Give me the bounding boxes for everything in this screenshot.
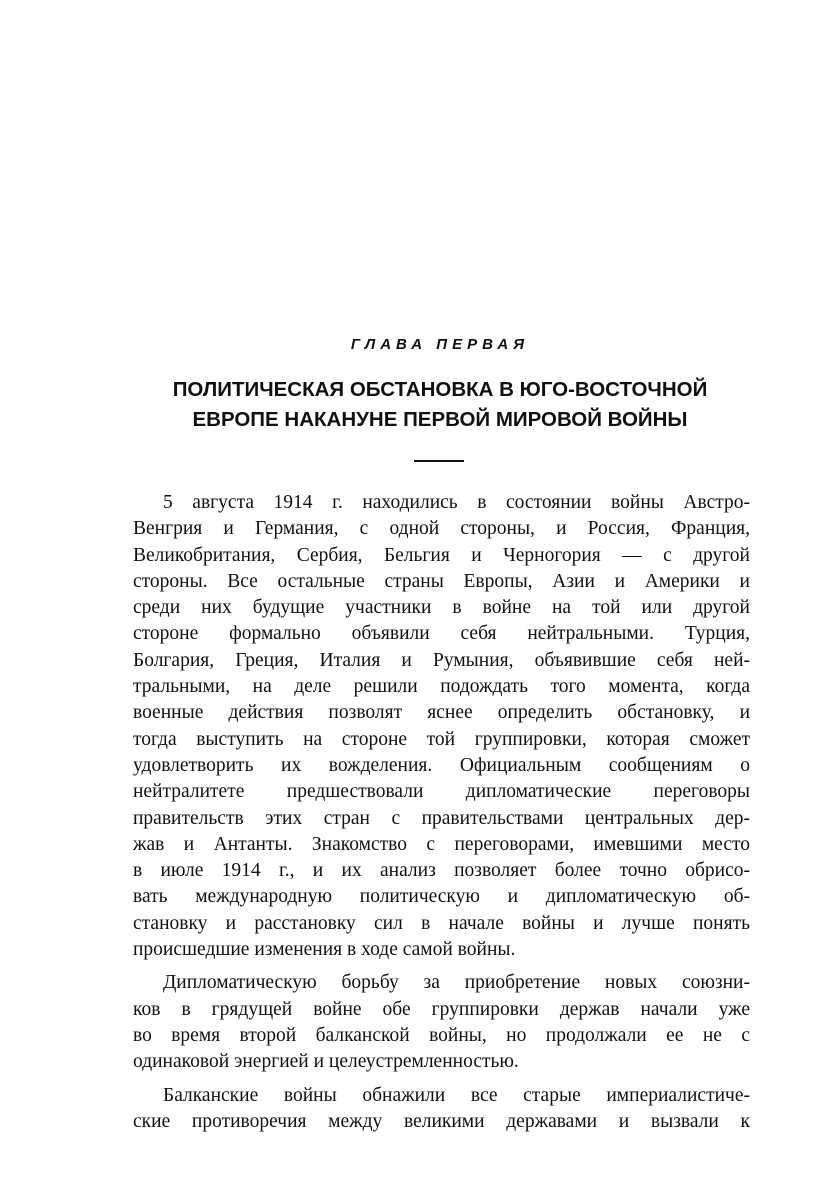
paragraph-2 — [133, 970, 750, 1075]
text-line: 5 августа 1914 г. находились в состоянии войны Австро- — [163, 492, 750, 513]
text-line: Балканские войны обнажили все старые империалистиче- — [163, 1084, 750, 1106]
text-line: Болгария, Греция, Италия и Румыния, объявившие себя ней- — [133, 649, 750, 671]
chapter-title — [100, 375, 780, 435]
text-line: Венгрия и Германия, с одной стороны, и Россия, Франция, — [133, 518, 750, 540]
text-line: вать международную политическую и дипломатическую об- — [133, 886, 750, 908]
text-line: удовлетворить их вожделения. Официальным сообщениям о — [133, 754, 750, 776]
text-line: одинаковой энергией и целеустремленностью. — [133, 1051, 519, 1073]
chapter-title-line: ЕВРОПЕ НАКАНУНЕ ПЕРВОЙ МИРОВОЙ ВОЙНЫ — [192, 408, 688, 431]
text-line: во время второй балканской войны, но продолжали ее не с — [133, 1024, 750, 1046]
text-line: происшедшие изменения в ходе самой войны. — [133, 939, 516, 961]
body-text — [133, 490, 750, 1142]
text-line: в июле 1914 г., и их анализ позволяет более точно обрисо- — [133, 860, 750, 882]
text-line: жав и Антанты. Знакомство с переговорами, имевшими место — [133, 833, 750, 855]
section-divider — [414, 460, 464, 462]
text-line: ские противоречия между великими державами и вызвали к — [133, 1110, 750, 1132]
text-line: становку и расстановку сил в начале войны и лучше понять — [133, 912, 750, 934]
text-line: тральными, на деле решили подождать того момента, когда — [133, 676, 750, 698]
text-line: тогда выступить на стороне той группировки, которая сможет — [133, 728, 750, 750]
text-line: среди них будущие участники в войне на той или другой — [133, 597, 750, 619]
text-line: военные действия позволят яснее определить обстановку, и — [133, 702, 750, 724]
chapter-label: ГЛАВА ПЕРВАЯ — [350, 336, 530, 353]
paragraph-1 — [133, 490, 750, 963]
text-line: стороне формально объявили себя нейтральными. Турция, — [133, 623, 750, 645]
text-line: правительств этих стран с правительствами центральных дер- — [133, 807, 750, 829]
text-line: Великобритания, Сербия, Бельгия и Черногория — с другой — [133, 544, 750, 566]
text-line: нейтралитете предшествовали дипломатические переговоры — [133, 781, 750, 803]
paragraph-3 — [133, 1083, 750, 1136]
text-line: стороны. Все остальные страны Европы, Азии и Америки и — [133, 570, 750, 592]
text-line: Дипломатическую борьбу за приобретение новых союзни- — [163, 972, 750, 994]
chapter-title-line: ПОЛИТИЧЕСКАЯ ОБСТАНОВКА В ЮГО-ВОСТОЧНОЙ — [172, 378, 708, 401]
text-line: ков в грядущей войне обе группировки держав начали уже — [133, 998, 750, 1020]
